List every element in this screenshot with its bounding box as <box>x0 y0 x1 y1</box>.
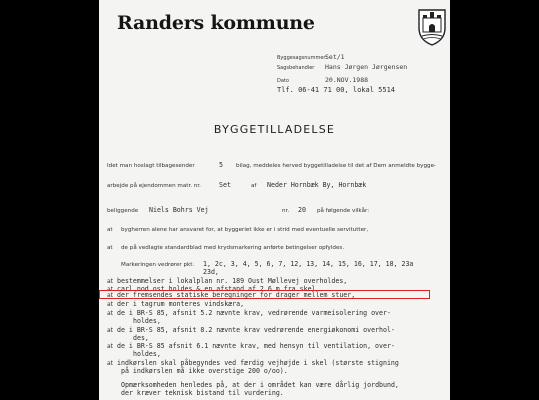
extra-condition <box>107 277 347 285</box>
extra-condition <box>107 359 399 367</box>
extra-condition-cont <box>133 334 149 342</box>
condition-prefix: at <box>107 301 114 308</box>
extra-condition-cont <box>133 350 161 358</box>
condition-text: de i BR-S 85, afsnit 5.2 nævnte krav, vedrørende varmeisolering over- <box>117 309 391 317</box>
intro-text-3: arbejde på ejendommen matr. nr. <box>107 183 201 189</box>
condition-text: carl nod ost holdes & en afstand af 2.6 m fra skel. <box>117 285 320 293</box>
markering-values: 1, 2c, 3, 4, 5, 6, 7, 12, 13, 14, 15, 16, 17, 18, 23a <box>203 260 414 268</box>
document-title: BYGGETILLADELSE <box>213 123 336 136</box>
condition-prefix: at <box>107 278 114 285</box>
extra-condition-highlighted <box>107 291 355 299</box>
date-value: 20.NOV.1988 <box>325 76 369 84</box>
condition-prefix: at <box>107 292 114 299</box>
condition-text: indkørslen skal påbegyndes ved færdig vejhøjde i skel (største stigning <box>117 359 399 367</box>
condition-prefix: at <box>107 343 114 350</box>
condition-text: de i BR-S 85 afsnit 6.1 nævnte krav, med hensyn til ventilation, over- <box>117 342 395 350</box>
case-officer-label: Sagsbehandler <box>277 65 315 71</box>
condition-prefix: at <box>107 286 114 293</box>
condition-prefix: at <box>107 327 114 334</box>
bilag-count: 5 <box>219 161 223 169</box>
date-label: Dato <box>277 78 289 84</box>
condition-prefix: at <box>107 360 114 367</box>
extra-condition <box>107 309 391 317</box>
matr-number: Set <box>219 181 231 189</box>
case-number-label: Byggesagsnummer: <box>277 55 328 61</box>
address-number: 20 <box>298 206 306 214</box>
condition-text: holdes, <box>133 350 161 358</box>
nr-label: nr. <box>282 208 290 214</box>
case-number-value: Set/1 <box>325 53 345 61</box>
intro-text-1: Idet man hoslagt tilbagesender <box>107 163 195 169</box>
footer-note-cont: der kræver teknisk bistand til vurdering. <box>121 389 284 397</box>
condition-text: der fremsendes statiske beregninger for drager mellem stuer, <box>117 291 356 299</box>
footer-note: Opmærksomheden henledes på, at der i området kan være dårlig jordbund, <box>121 381 399 389</box>
extra-condition-cont <box>133 317 161 325</box>
af-label: af <box>251 183 257 189</box>
condition-text: holdes, <box>133 317 161 325</box>
condition-text: des, <box>133 334 149 342</box>
condition-prefix: at <box>107 227 113 233</box>
document-page <box>99 0 450 400</box>
extra-condition <box>107 342 395 350</box>
markering-label: Markeringen vedrører pkt. <box>121 262 195 268</box>
extra-condition-cont <box>121 367 288 375</box>
condition-text: på indkørslen må ikke overstige 200 o/oo). <box>121 367 288 375</box>
conditions-intro: på følgende vilkår: <box>317 208 370 214</box>
beliggende-label: beliggende <box>107 208 139 214</box>
intro-text-2: bilag, meddeles herved byggetilladelse til det af Dem anmeldte bygge- <box>236 163 437 169</box>
condition-prefix: at <box>107 310 114 317</box>
condition-text: de på vedlagte standardblad med krydsmarkering anførte betingelser opfyldes. <box>121 245 345 251</box>
ejerlav: Neder Hornbæk By, Hornbæk <box>267 181 367 189</box>
condition-text: de i BR-S 85, afsnit 8.2 nævnte krav vedrørende energiøkonomi overhol- <box>117 326 395 334</box>
extra-condition <box>107 300 244 308</box>
municipality-name: Randers kommune <box>117 12 315 34</box>
case-officer-value: Hans Jørgen Jørgensen <box>325 63 408 71</box>
phone-line: Tlf. 06-41 71 00, lokal 5514 <box>277 86 396 94</box>
condition-text: bygherren alene har ansvaret for, at byggeriet ikke er i strid med eventuelle servitutter, <box>121 227 369 233</box>
municipality-crest-icon <box>417 6 447 46</box>
address-street: Niels Bohrs Vej <box>149 206 209 214</box>
condition-text: bestemmelser i lokalplan nr. 189 Oust Møllevej overholdes, <box>117 277 348 285</box>
extra-condition <box>107 326 395 334</box>
condition-text: der i tagrum monteres vindskæra, <box>117 300 245 308</box>
condition-prefix: at <box>107 245 113 251</box>
markering-values-cont: 23d, <box>203 268 219 276</box>
